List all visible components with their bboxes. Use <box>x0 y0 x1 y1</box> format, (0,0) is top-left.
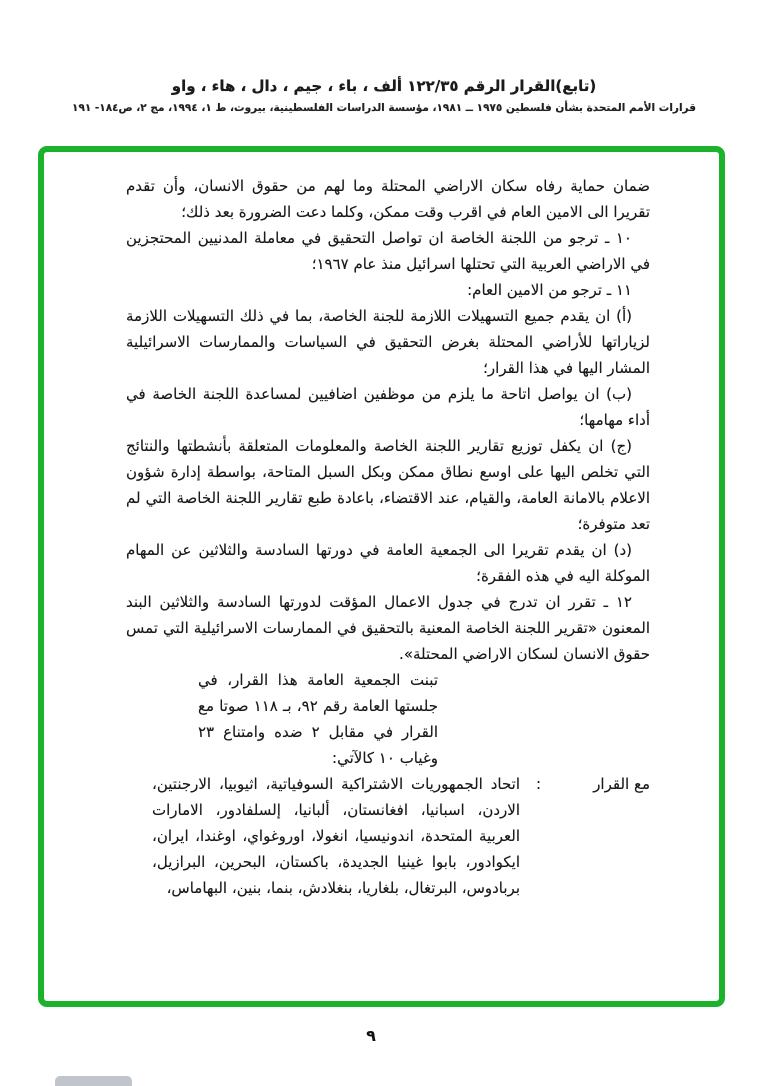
page-number: ٩ <box>366 1026 376 1045</box>
adoption-note: تبنت الجمعية العامة هذا القرار، في جلستها العامة رقم ٩٢، بـ ١١٨ صوتا مع القرار في مقابل ٢ ضده وامتناع ٢٣ وغياب ١٠ كالآتي: <box>198 671 439 767</box>
paragraph-item-11d: (د) ان يقدم تقريرا الى الجمعية العامة في دورتها السادسة والثلاثين عن المهام الموكلة اليه في هذه الفقرة؛ <box>126 541 650 585</box>
paragraph-item-11b: (ب) ان يواصل اتاحة ما يلزم من موظفين اضافيين لمساعدة اللجنة الخاصة في أداء مهامها؛ <box>126 385 650 429</box>
paragraph: ضمان حماية رفاه سكان الاراضي المحتلة وما لهم من حقوق الانسان، وأن تقدم تقريرا الى الامين العام في اقرب وقت ممكن، وكلما دعت الضرورة بعد ذلك؛ <box>126 177 650 221</box>
paragraph-item-12: ١٢ ـ تقرر ان تدرج في جدول الاعمال المؤقت لدورتها السادسة والثلاثين البند المعنون «تقرير اللجنة الخاصة المعنية بالتحقيق في الممارسات الاسرائيلية التي تمس حقوق الانسان لسكان الاراضي المحتلة». <box>126 593 650 663</box>
vote-with-countries: اتحاد الجمهوريات الاشتراكية السوفياتية، اثيوبيا، الارجنتين، الاردن، اسبانيا، افغانستان، ألبانيا، إلسلفادور، الامارات العربية المتحدة، اندونيسيا، انغولا، اوروغواي، اوغندا، ايران، ايكوادور، بابوا غينيا الجديدة، باكستان، البحرين، البرازيل، بربادوس، البرتغال، بلغاريا، بنغلادش، بنما، بنين، البهاماس، <box>152 775 520 897</box>
resolution-body <box>126 173 650 901</box>
vote-with-label <box>520 771 650 901</box>
vote-with-row <box>126 771 650 901</box>
source-citation: قرارات الأمم المتحدة بشأن فلسطين ١٩٧٥ ــ ١٩٨١، مؤسسة الدراسات الفلسطينية، بيروت، ط ١، ١٩٩٤، مج ٢، ص١٨٤- ١٩١ <box>72 102 696 114</box>
paragraph-item-11c: (ج) ان يكفل توزيع تقارير اللجنة الخاصة والمعلومات المتعلقة بأنشطتها والنتائج التي تخلص اليها على اوسع نطاق ممكن وبكل السبل المتاحة، بواسطة إدارة شؤون الاعلام بالامانة العامة، والقيام، عند الاقتضاء، باعادة طبع تقارير اللجنة الخاصة التي لم تعد متوفرة؛ <box>126 437 650 533</box>
paragraph-item-11: ١١ ـ ترجو من الامين العام: <box>467 281 632 299</box>
resolution-title: (تابع)القرار الرقم ١٢٢/٣٥ ألف ، باء ، جيم ، دال ، هاء ، واو <box>171 77 597 95</box>
paragraph-item-10: ١٠ ـ ترجو من اللجنة الخاصة ان تواصل التحقيق في معاملة المدنيين المحتجزين في الاراضي العربية التي تحتلها اسرائيل منذ عام ١٩٦٧؛ <box>126 229 650 273</box>
vote-with-label-text: مع القرار <box>593 775 650 793</box>
paragraph-item-11a: (أ) ان يقدم جميع التسهيلات اللازمة للجنة الخاصة، بما في ذلك التسهيلات اللازمة لزياراتها للأراضي المحتلة بغرض التحقيق في السياسات والممارسات الاسرائيلية المشار اليها في هذا القرار؛ <box>126 307 650 377</box>
vote-with-colon: : <box>536 775 542 793</box>
